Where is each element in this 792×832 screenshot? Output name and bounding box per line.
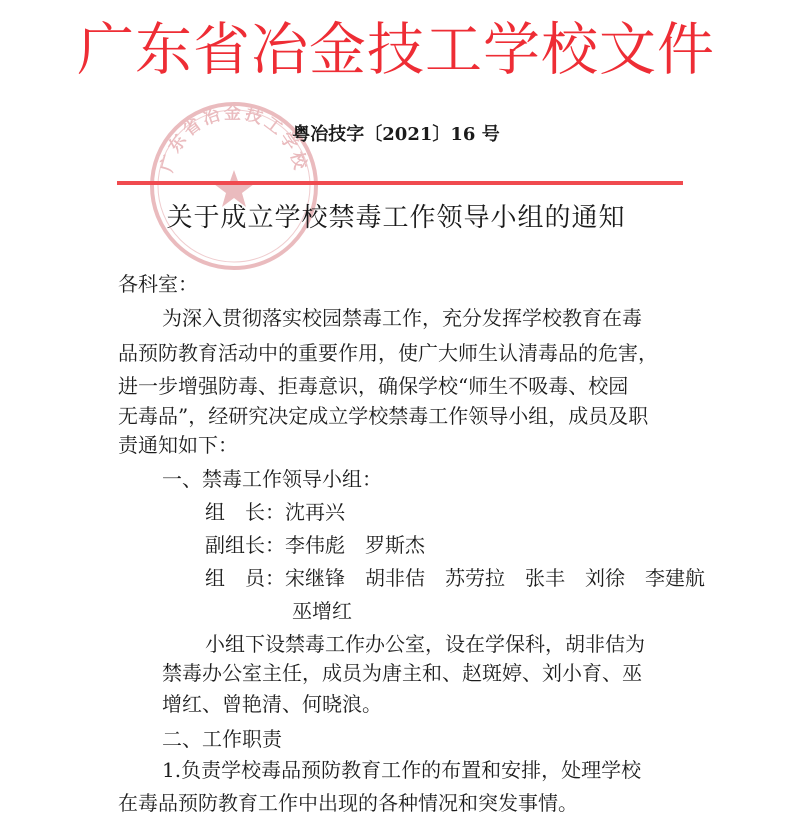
duty-1-line-1: 1.负责学校毒品预防教育工作的布置和安排，处理学校 bbox=[162, 758, 642, 782]
red-divider-rule bbox=[117, 181, 683, 185]
section-2-heading: 二、工作职责 bbox=[162, 727, 282, 751]
document-number: 粤冶技字〔2021〕16 号 bbox=[292, 124, 500, 145]
intro-line-2: 品预防教育活动中的重要作用，使广大师生认清毒品的危害， bbox=[118, 341, 658, 365]
members-line-continued: 巫增红 bbox=[292, 599, 352, 623]
deputy-line: 副组长：李伟彪 罗斯杰 bbox=[205, 533, 425, 557]
notice-title: 关于成立学校禁毒工作领导小组的通知 bbox=[166, 203, 626, 233]
svg-text:广东省冶金技工学校: 广东省冶金技工学校 bbox=[157, 103, 311, 175]
intro-line-4: 无毒品”，经研究决定成立学校禁毒工作领导小组，成员及职 bbox=[118, 404, 649, 428]
salutation: 各科室： bbox=[118, 272, 198, 296]
intro-line-1: 为深入贯彻落实校园禁毒工作，充分发挥学校教育在毒 bbox=[162, 306, 642, 330]
intro-line-5: 责通知如下： bbox=[118, 433, 238, 457]
office-line-2: 禁毒办公室主任，成员为唐主和、赵斑婷、刘小育、巫 bbox=[162, 661, 642, 685]
letterhead-title: 广东省冶金技工学校文件 bbox=[77, 17, 715, 83]
office-line-3: 增红、曾艳清、何晓浪。 bbox=[162, 692, 382, 716]
section-1-heading: 一、禁毒工作领导小组： bbox=[162, 467, 382, 491]
leader-line: 组 长：沈再兴 bbox=[205, 500, 345, 524]
duty-1-line-2: 在毒品预防教育工作中出现的各种情况和突发事情。 bbox=[118, 791, 578, 815]
members-line: 组 员：宋继锋 胡非佶 苏劳拉 张丰 刘徐 李建航 bbox=[205, 566, 705, 590]
intro-line-3: 进一步增强防毒、拒毒意识，确保学校“师生不吸毒、校园 bbox=[118, 374, 629, 398]
office-line-1: 小组下设禁毒工作办公室，设在学保科，胡非佶为 bbox=[205, 632, 645, 656]
